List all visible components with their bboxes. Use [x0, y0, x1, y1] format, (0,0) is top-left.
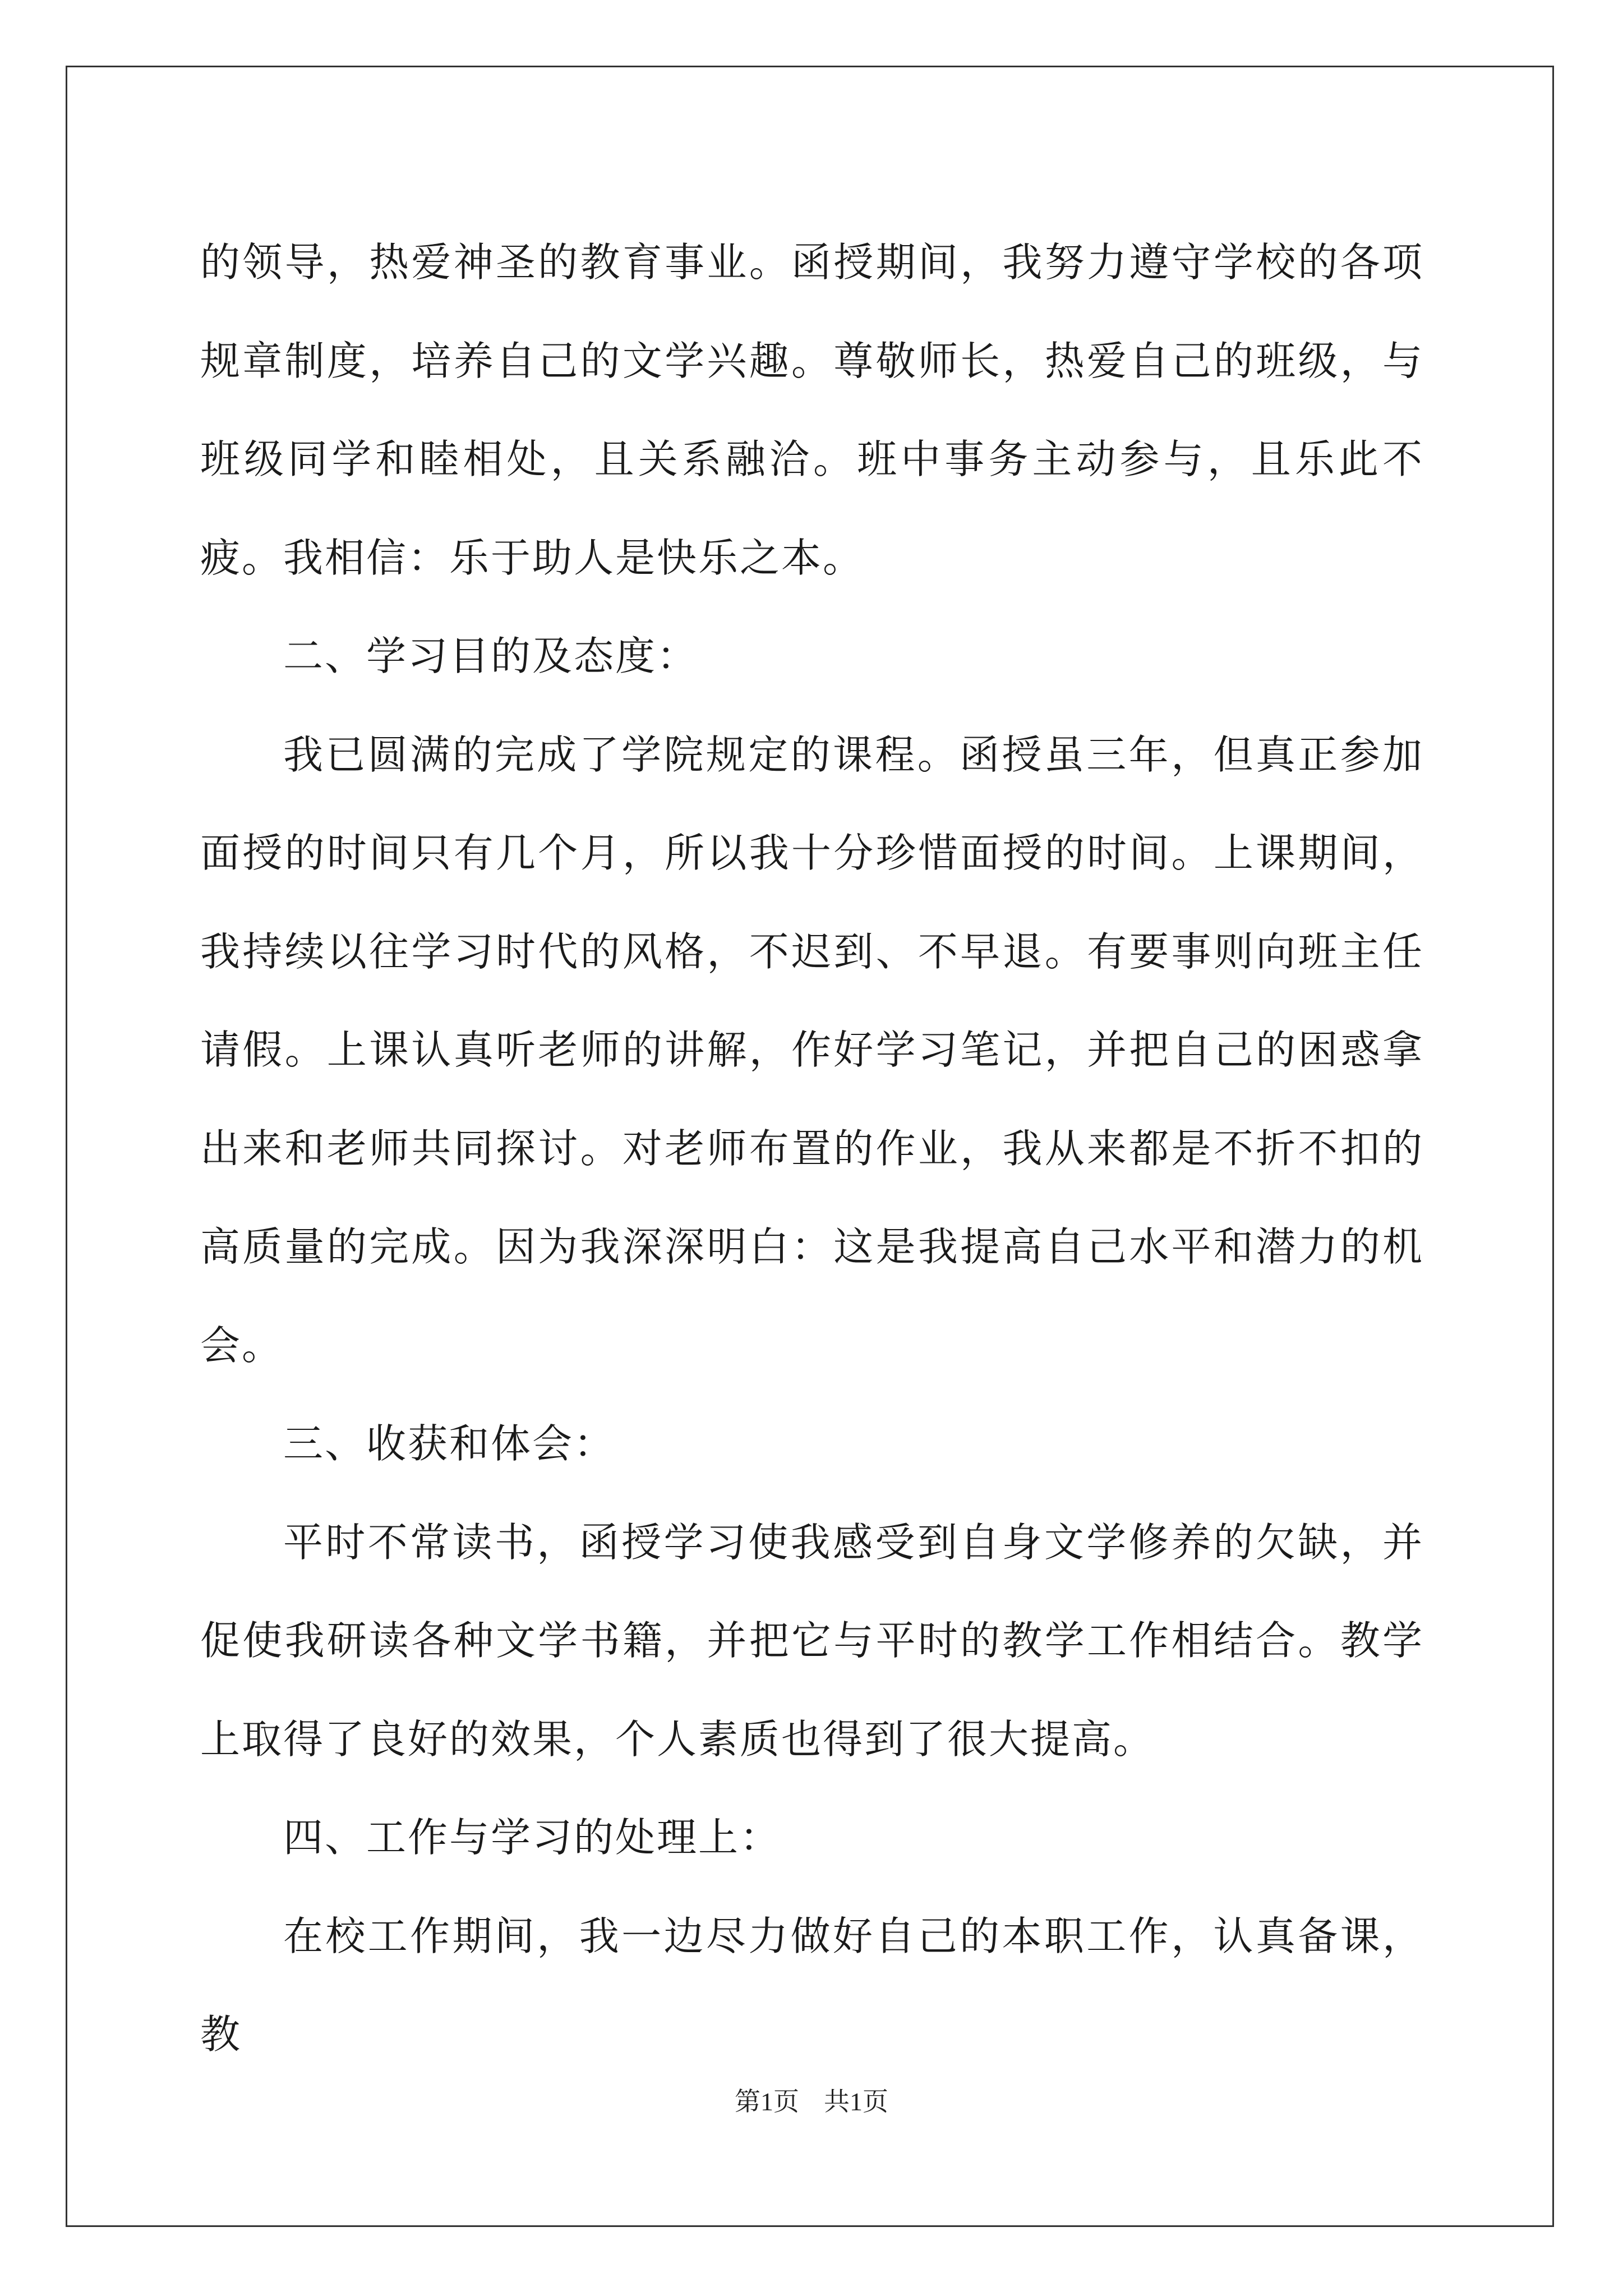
section-heading: 二、学习目的及态度： [283, 633, 699, 679]
paragraph: 的领导，热爱神圣的教育事业。函授期间，我努力遵守学校的各项规章制度，培养自己的文学兴趣。尊敬师长，热爱自己的班级，与班级同学和睦相处，且关系融洽。班中事务主动参与，且乐此不疲。我相信：乐于助人是快乐之本。 [200, 239, 1424, 581]
paragraph: 我已圆满的完成了学院规定的课程。函授虽三年，但真正参加面授的时间只有几个月，所以我十分珍惜面授的时间。上课期间，我持续以往学习时代的风格，不迟到、不早退。有要事则向班主任请假。上课认真听老师的讲解，作好学习笔记，并把自己的困惑拿出来和老师共同探讨。对老师布置的作业，我从来都是不折不扣的高质量的完成。因为我深深明白：这是我提高自己水平和潜力的机会。 [200, 731, 1424, 1369]
section-heading: 三、收获和体会： [283, 1420, 616, 1467]
document-body [200, 213, 1424, 2084]
page-footer [0, 2081, 1623, 2118]
paragraph: 平时不常读书，函授学习使我感受到自身文学修养的欠缺，并促使我研读各种文学书籍，并把它与平时的教学工作相结合。教学上取得了良好的效果，个人素质也得到了很大提高。 [200, 1519, 1424, 1763]
section-heading: 四、工作与学习的处理上： [283, 1814, 782, 1861]
page-number: 第1页 [735, 2087, 799, 2116]
page-total: 共1页 [824, 2087, 888, 2116]
paragraph: 在校工作期间，我一边尽力做好自己的本职工作，认真备课，教 [200, 1912, 1424, 2058]
